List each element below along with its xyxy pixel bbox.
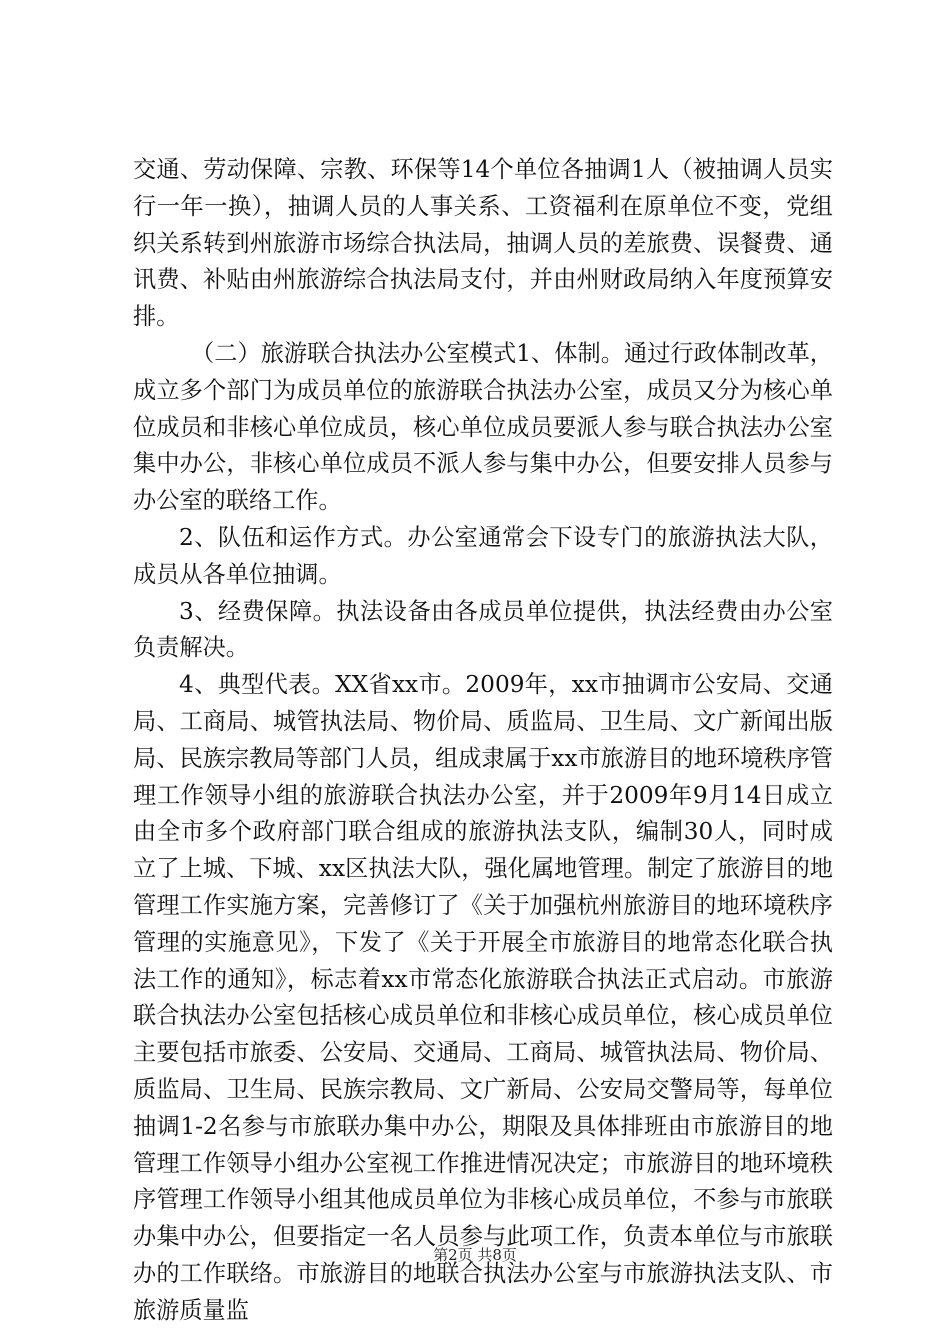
- paragraph-1: 交通、劳动保障、宗教、环保等14个单位各抽调1人（被抽调人员实行一年一换），抽调人员的人事关系、工资福利在原单位不变，党组织关系转到州旅游市场综合执法局，抽调人员的差旅费、误餐费、通讯费、补贴由州旅游综合执法局支付，并由州财政局纳入年度预算安排。: [133, 156, 833, 331]
- paragraph-3: 2、队伍和运作方式。办公室通常会下设专门的旅游执法大队，成员从各单位抽调。: [133, 523, 833, 588]
- page-footer: [0, 1245, 950, 1265]
- page-number-label: 第2页 共8页: [433, 1246, 517, 1264]
- paragraph-5: 4、典型代表。XX省xx市。2009年，xx市抽调市公安局、交通局、工商局、城管执法局、物价局、质监局、卫生局、文广新闻出版局、民族宗教局等部门人员，组成隶属于xx市旅游目的地环境秩序管理工作领导小组的旅游联合执法办公室，并于2009年9月14日成立由全市多个政府部门联合组成的旅游执法支队，编制30人，同时成立了上城、下城、xx区执法大队，强化属地管理。制定了旅游目的地管理工作实施方案，完善修订了《关于加强杭州旅游目的地环境秩序管理的实施意见》，下发了《关于开展全市旅游目的地常态化联合执法工作的通知》，标志着xx市常态化旅游联合执法正式启动。市旅游联合执法办公室包括核心成员单位和非核心成员单位，核心成员单位主要包括市旅委、公安局、交通局、工商局、城管执法局、物价局、质监局、卫生局、民族宗教局、文广新局、公安局交警局等，每单位抽调1-2名参与市旅联办集中办公，期限及具体排班由市旅游目的地管理工作领导小组办公室视工作推进情况决定；市旅游目的地环境秩序管理工作领导小组其他成员单位为非核心成员单位，不参与市旅联办集中办公，但要指定一名人员参与此项工作，负责本单位与市旅联办的工作联络。市旅游目的地联合执法办公室与市旅游执法支队、市旅游质量监: [133, 671, 833, 1324]
- paragraph-4: 3、经费保障。执法设备由各成员单位提供，执法经费由办公室负责解决。: [133, 597, 833, 662]
- paragraph-2: （二）旅游联合执法办公室模式1、体制。通过行政体制改革，成立多个部门为成员单位的旅游联合执法办公室，成员又分为核心单位成员和非核心单位成员，核心单位成员要派人参与联合执法办公室集中办公，非核心单位成员不派人参与集中办公，但要安排人员参与办公室的联络工作。: [133, 339, 833, 515]
- document-body: [133, 152, 833, 1330]
